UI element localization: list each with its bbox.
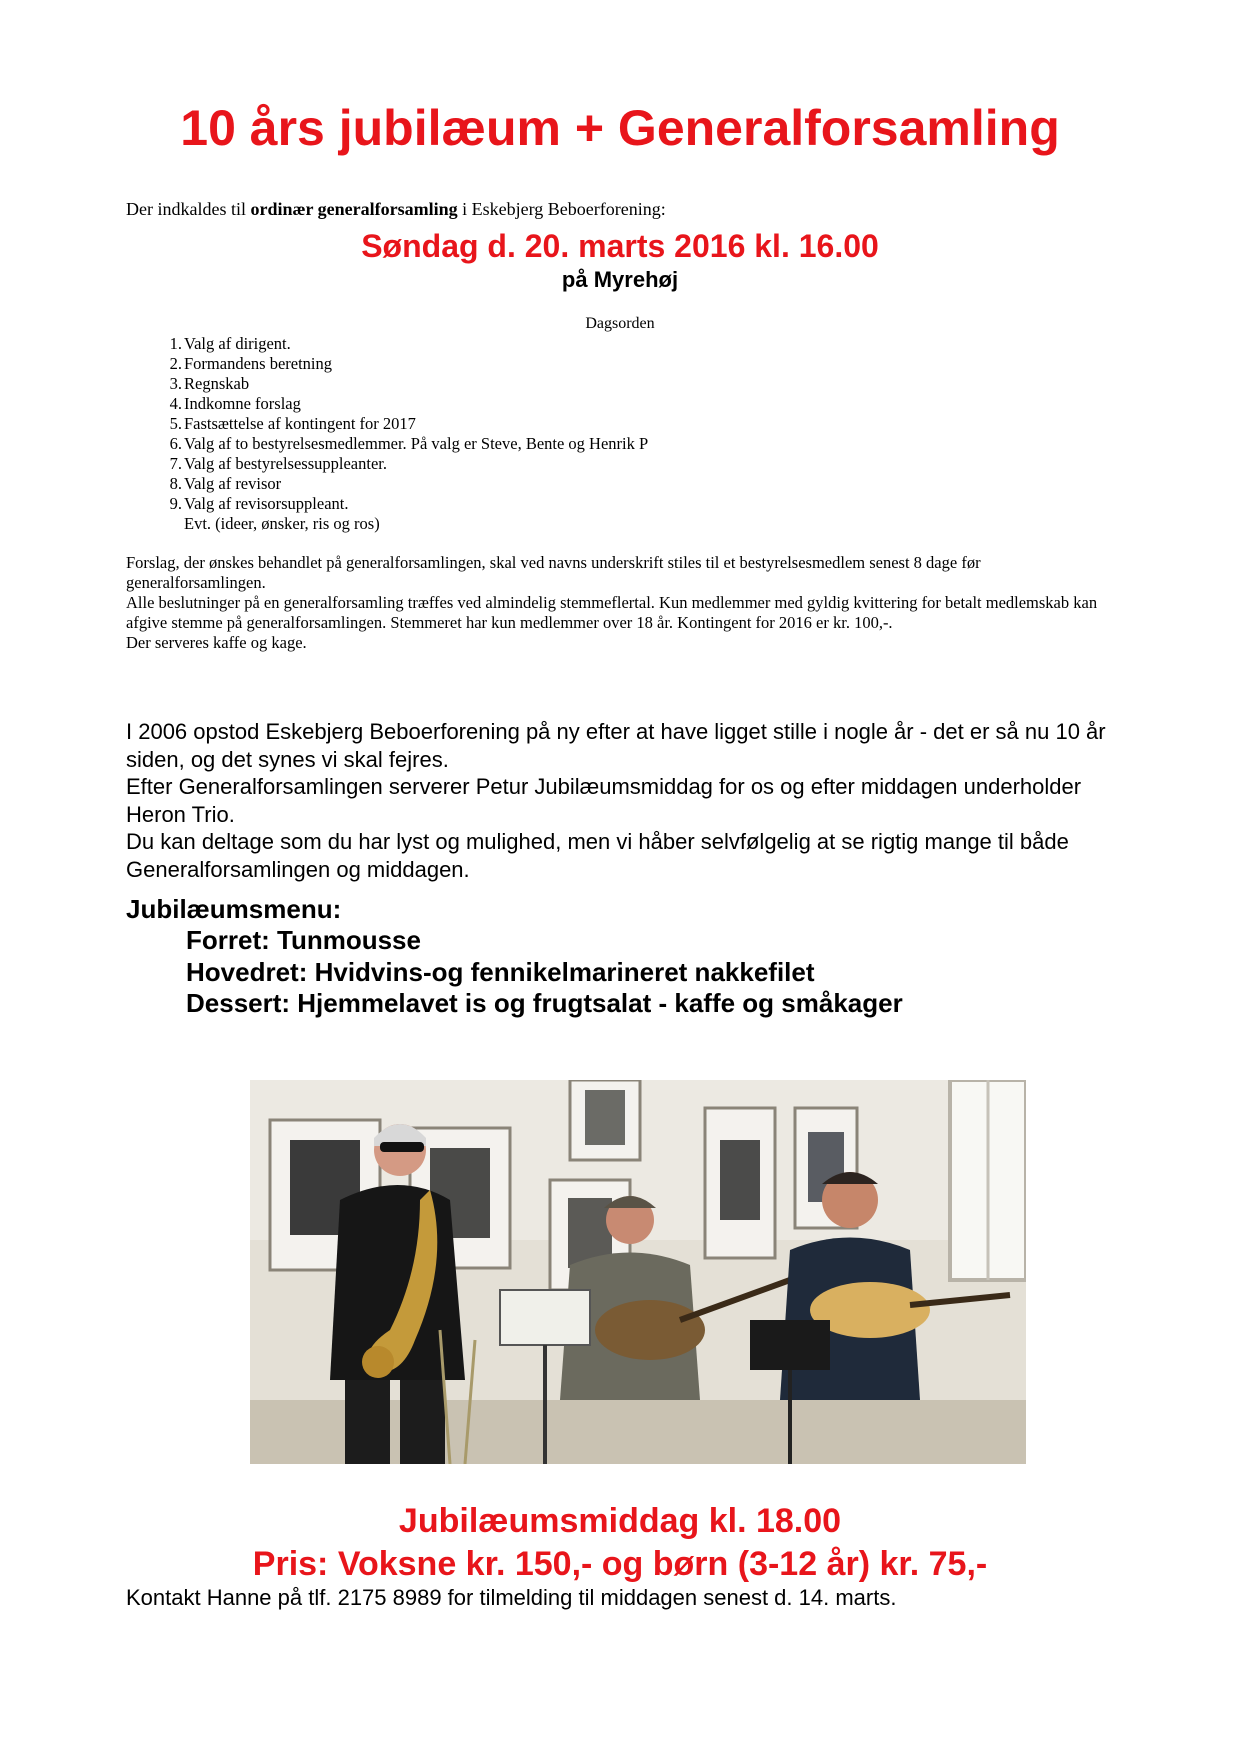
agenda-item-text: Valg af revisor — [184, 474, 282, 493]
agenda-evt — [160, 514, 648, 534]
agenda-item-text: Indkomne forslag — [184, 394, 301, 413]
meeting-rules — [126, 553, 1116, 653]
agenda-item-text: Fastsættelse af kontingent for 2017 — [184, 414, 416, 433]
agenda-item — [160, 494, 648, 514]
agenda-item — [160, 394, 648, 414]
agenda-item-number: 3. — [169, 374, 182, 393]
agenda-item-text: Valg af revisorsuppleant. — [184, 494, 349, 513]
menu-list — [186, 925, 903, 1020]
agenda-item-number: 2. — [169, 354, 182, 373]
agenda-item — [160, 414, 648, 434]
menu-item: Hovedret: Hvidvins-og fennikelmarineret nakkefilet — [186, 956, 815, 987]
meeting-date: Søndag d. 20. marts 2016 kl. 16.00 — [361, 228, 879, 264]
rules-paragraph: Forslag, der ønskes behandlet på generalforsamlingen, skal ved navns underskrift stiles til et bestyrelsesmedlem senest 8 dage før generalforsamlingen. — [126, 553, 981, 592]
story-paragraph: Du kan deltage som du har lyst og mulighed, men vi håber selvfølgelig at se rigtig mange til både Generalforsamlingen og middagen. — [126, 829, 1069, 882]
agenda-item-number: 8. — [169, 474, 182, 493]
agenda-item-number: 9. — [169, 494, 182, 513]
agenda-item-text: Formandens beretning — [184, 354, 333, 373]
page-title: 10 års jubilæum + Generalforsamling — [180, 100, 1060, 156]
agenda-list — [160, 334, 648, 534]
agenda-item-text: Valg af bestyrelsessuppleanter. — [184, 454, 387, 473]
story-paragraph: Efter Generalforsamlingen serverer Petur Jubilæumsmiddag for os og efter middagen underholder Heron Trio. — [126, 774, 1082, 827]
agenda-item-number: 4. — [169, 394, 182, 413]
agenda-heading: Dagsorden — [585, 315, 655, 332]
agenda-item — [160, 474, 648, 494]
band-photo — [250, 1080, 1026, 1464]
story-paragraph: I 2006 opstod Eskebjerg Beboerforening på ny efter at have ligget stille i nogle år - det er så nu 10 år siden, og det synes vi skal fejres. — [126, 719, 1106, 772]
agenda-item-number: 6. — [169, 434, 182, 453]
agenda-item — [160, 374, 648, 394]
agenda-item — [160, 454, 648, 474]
intro-suffix: i Eskebjerg Beboerforening: — [457, 199, 666, 219]
agenda-item-text: Valg af to bestyrelsesmedlemmer. På valg er Steve, Bente og Henrik P — [184, 434, 649, 453]
agenda-item-text: Valg af dirigent. — [184, 334, 291, 353]
rules-paragraph: Alle beslutninger på en generalforsamling træffes ved almindelig stemmeflertal. Kun medlemmer med gyldig kvittering for betalt medlemskab kan afgive stemme på generalforsamlingen. Stemmeret har kun medlemmer over 18 år. Kontingent for 2016 er kr. 100,-. — [126, 593, 1098, 632]
agenda-item-number: 5. — [169, 414, 182, 433]
intro-bold: ordinær generalforsamling — [250, 199, 458, 219]
dinner-price: Pris: Voksne kr. 150,- og børn (3-12 år) kr. 75,- — [252, 1545, 988, 1583]
contact-info: Kontakt Hanne på tlf. 2175 8989 for tilmelding til middagen senest d. 14. marts. — [126, 1585, 897, 1610]
agenda-item — [160, 434, 648, 454]
agenda-item-number: 7. — [169, 454, 182, 473]
invitation-intro — [126, 198, 666, 220]
agenda-item — [160, 334, 648, 354]
agenda-item-number: 1. — [169, 334, 182, 353]
meeting-place: på Myrehøj — [561, 267, 679, 292]
agenda-evt-text: Evt. (ideer, ønsker, ris og ros) — [184, 514, 380, 533]
menu-item: Forret: Tunmousse — [186, 925, 421, 955]
agenda-item-text: Regnskab — [184, 374, 250, 393]
agenda-item — [160, 354, 648, 374]
menu-title: Jubilæumsmenu: — [126, 894, 342, 924]
anniversary-story — [126, 718, 1126, 883]
intro-prefix: Der indkaldes til — [126, 199, 251, 219]
dinner-time: Jubilæumsmiddag kl. 18.00 — [398, 1502, 842, 1540]
band-photo-icon — [250, 1080, 1026, 1464]
menu-item: Dessert: Hjemmelavet is og frugtsalat - kaffe og småkager — [186, 988, 903, 1018]
rules-paragraph: Der serveres kaffe og kage. — [126, 633, 307, 652]
